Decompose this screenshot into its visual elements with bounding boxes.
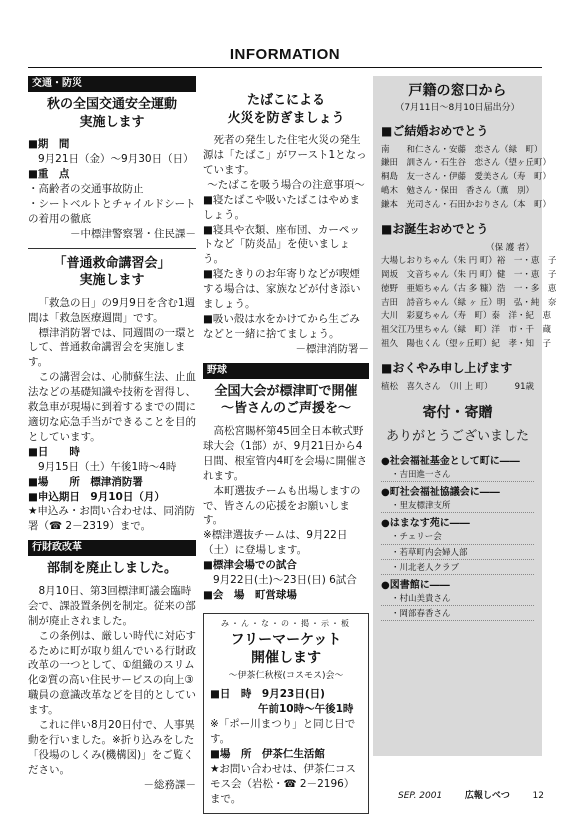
birth-row	[381, 283, 557, 297]
footer-date: SEP. 2001	[398, 791, 443, 801]
flea-market-box	[203, 613, 369, 814]
row-name: 植松 喜久さん （川 上 町）	[381, 381, 493, 392]
registry-subtitle: （7月11日～8月10日届出分）	[395, 102, 520, 113]
marriage-title: ■ご結婚おめでとう	[381, 123, 489, 138]
row-detail: （寿 町）	[508, 172, 552, 183]
donation-recipient: ●町社会福祉協議会に――	[381, 487, 500, 499]
contact-text: ★申込み・お問い合わせは、同消防署（☎ 2－2319）まで。	[28, 505, 195, 533]
period-text: 9月21日（金）～9月30日（日）	[38, 153, 194, 166]
page-footer	[398, 790, 544, 803]
flea-note: ※「ポー川まつり」と同じ日です。	[210, 718, 356, 746]
birth-row	[381, 338, 552, 352]
row-detail: （本 町）	[508, 199, 552, 210]
flea-date: ■日 時 9月23日(日)	[210, 688, 325, 701]
row-detail: 裕 一・恵 子	[496, 256, 557, 267]
birth-row	[381, 324, 552, 338]
row-detail: （緑 町）	[500, 144, 543, 155]
birth-row	[381, 255, 557, 269]
flea-title: フリーマーケット 開催します	[230, 632, 342, 667]
row-detail: 浩 一・多 恵	[496, 283, 557, 294]
article-paragraph: 「救急の日」の9月9日を含む1週間は「救急医療週間」です。	[28, 296, 196, 324]
article-title: 全国大会が標津町で開催 ～皆さんのご声援を～	[214, 383, 358, 417]
row-name: 鎌田 訓さん・石生谷 恋さん	[381, 158, 501, 169]
row-name: 大場しおりちゃん（朱 円 町）	[381, 256, 497, 267]
row-name: 岡坂 文音ちゃん（朱 円 町）	[381, 270, 497, 281]
donor-item: ・チェリー会	[381, 531, 534, 544]
list-item: ■吸い殻は水をかけてから生ごみなどと一緒に捨てましょう。	[203, 312, 360, 340]
marriage-row	[381, 144, 543, 158]
row-detail: 明 弘・純 奈	[496, 297, 557, 308]
donor-item: ・若草町内会婦人部	[381, 547, 534, 560]
donor-item: ・岡部春香さん	[381, 608, 534, 621]
article-paragraph: 標津消防署では、同週間の一環として、普通救命講習会を実施します。	[28, 326, 196, 369]
birth-list	[381, 255, 557, 351]
board-tag: み・ん・な・の・掲・示・板	[221, 618, 351, 628]
row-name: 桐島 友一さん・伊藤 愛美さん	[381, 172, 509, 183]
article-title: たばこによる 火災を防ぎましょう	[227, 93, 345, 126]
row-detail: 紀 孝・知 子	[491, 338, 552, 349]
row-name: 徳野 亜姫ちゃん（古 多 糠）	[381, 283, 497, 294]
donor-item: ・里友標津支所	[381, 500, 534, 513]
focus-heading: ■重 点	[28, 168, 70, 181]
article-source: －総務課－	[143, 778, 196, 791]
article-paragraph: この講習会は、心肺蘇生法、止血法などの基礎知識や技術を習得し、救急車が現場に到着するまでの間に適切な応急手当ができることを目的としています。	[28, 371, 196, 443]
condolence-title: ■おくやみ申し上げます	[381, 360, 513, 375]
date-text: 9月15日（土）午後1時～4時	[38, 460, 177, 473]
donation-recipient: ●社会福祉基金として町に――	[381, 455, 520, 467]
column-middle	[203, 76, 369, 814]
games-heading: ■標津会場での試合	[203, 559, 297, 572]
page-number: 12	[532, 791, 544, 801]
birth-row	[381, 297, 557, 311]
row-name: 鎌本 光司さん・石田かおりさん	[381, 199, 509, 210]
flea-place: ■場 所 伊茶仁生活館	[210, 747, 325, 760]
page-title: INFORMATION	[229, 46, 341, 63]
birth-title: ■お誕生おめでとう	[381, 221, 489, 236]
column-left	[28, 76, 196, 793]
category-label: 行財政改革	[28, 540, 196, 556]
donation-list	[381, 455, 534, 621]
donation-title: 寄付・寄贈	[422, 405, 493, 422]
list-item: ■寝具や衣類、座布団、カーペットなど「防炎品」を使いましょう。	[203, 223, 360, 266]
footer-publication: 広報しべつ	[464, 791, 510, 801]
row-detail: 洋 市・千 蔵	[491, 325, 552, 336]
place-text: ■会 場 町営球場	[203, 588, 297, 601]
row-detail: 91歳	[514, 381, 534, 392]
article-subheading: ～たばこを吸う場合の注意事項～	[207, 178, 365, 191]
donation-recipient: ●図書館に――	[381, 579, 450, 591]
marriage-row	[381, 157, 552, 171]
games-text: 9月22日(土)～23日(日) 6試合	[213, 574, 357, 587]
list-item: ■寝たきりのお年寄りなどが喫煙する場合は、家族などが付き添いましょう。	[203, 268, 361, 311]
donation-recipient: ●はまなす苑に――	[381, 518, 470, 530]
donor-item: ・村山美貴さん	[381, 593, 534, 606]
condolence-list	[381, 381, 534, 395]
row-detail: （薫 別）	[491, 185, 535, 196]
focus-item: ・シートベルトとチャイルドシートの着用の徹底	[28, 197, 196, 225]
birth-header: （保 護 者）	[486, 242, 534, 253]
donation-subtitle: ありがとうございました	[385, 429, 529, 445]
article-paragraph: 高松宮賜杯第45回全日本軟式野球大会（1部）が、9月21日から4日間、根室管内4町を会場に開催されます。	[203, 424, 368, 482]
article-paragraph: 8月10日、第3回標津町議会臨時会で、課設置条例を制定。従来の部制が廃止されました。	[28, 584, 196, 627]
category-label: 交通・防災	[28, 76, 196, 92]
row-name: 祖父江乃里ちゃん（緑 町）	[381, 325, 492, 336]
marriage-row	[381, 185, 534, 199]
donor-item: ・川北老人クラブ	[381, 562, 534, 575]
category-label: 野球	[203, 363, 369, 379]
place-text: ■場 所 標津消防署	[28, 475, 143, 488]
article-paragraph: この条例は、厳しい時代に対応するために町が取り組んでいる行財政改革の一つとして、①組織のスリム化②質の高い住民サービスの向上③職員の意識改革などを目的としています。	[28, 629, 196, 717]
article-title: 部制を廃止しました。	[46, 561, 177, 577]
list-item: ■寝たばこや吸いたばこはやめましょう。	[203, 193, 360, 221]
registry-title: 戸籍の窓口から	[408, 83, 507, 99]
marriage-row	[381, 171, 552, 185]
flea-contact: ★お問い合わせは、伊茶仁コスモス会（岩松・☎ 2－2196）まで。	[210, 762, 356, 805]
article-note: ※標津選抜チームは、9月22日（土）に登場します。	[203, 529, 348, 557]
row-detail: 健 一・恵 子	[496, 270, 557, 281]
row-name: 祖久 陽也くん（望ヶ丘町）	[381, 338, 492, 349]
marriage-row	[381, 199, 552, 213]
row-name: 嶋木 勉さん・保田 香さん	[381, 185, 492, 196]
condolence-row	[381, 381, 534, 395]
article-title: 秋の全国交通安全運動 実施します	[46, 97, 177, 130]
row-name: 吉田 詩音ちゃん（緑 ヶ 丘）	[381, 297, 497, 308]
flea-time: 午前10時～午後1時	[258, 703, 354, 716]
divider	[28, 248, 196, 249]
page-header	[28, 40, 542, 68]
column-right	[373, 76, 557, 756]
birth-row	[381, 269, 557, 283]
focus-item: ・高齢者の交通事故防止	[28, 183, 144, 195]
marriage-list	[381, 144, 552, 213]
article-paragraph: これに伴い8月20日付で、人事異動を行いました。※折り込みをした「役場のしくみ(機構図)」をご覧ください。	[28, 719, 195, 776]
period-heading: ■期 間	[28, 138, 70, 151]
flea-subtitle: ～伊茶仁秋桜(コスモス)会～	[228, 670, 344, 681]
article-source: －標津消防署－	[295, 342, 369, 355]
row-detail: 泰 洋・紀 恵	[491, 311, 552, 322]
row-name: 南 和仁さん・安藤 恋さん	[381, 144, 501, 155]
deadline-text: ■申込期日 9月10日（月）	[28, 490, 165, 503]
article-source: －中標津警察署・住民課－	[70, 227, 196, 240]
article-paragraph: 死者の発生した住宅火災の発生源は「たばこ」がワースト1となっています。	[203, 134, 367, 176]
article-title: 「普通救命講習会」 実施します	[53, 255, 171, 289]
date-heading: ■日 時	[28, 445, 80, 458]
birth-row	[381, 310, 552, 324]
row-detail: （望ヶ丘町）	[500, 158, 552, 169]
article-paragraph: 本町選抜チームも出場しますので、皆さんの応援をお願いします。	[203, 484, 361, 527]
donor-item: ・吉田進一さん	[381, 469, 534, 482]
registry-box	[373, 76, 557, 756]
row-name: 大川 彩夏ちゃん（寿 町）	[381, 311, 492, 322]
